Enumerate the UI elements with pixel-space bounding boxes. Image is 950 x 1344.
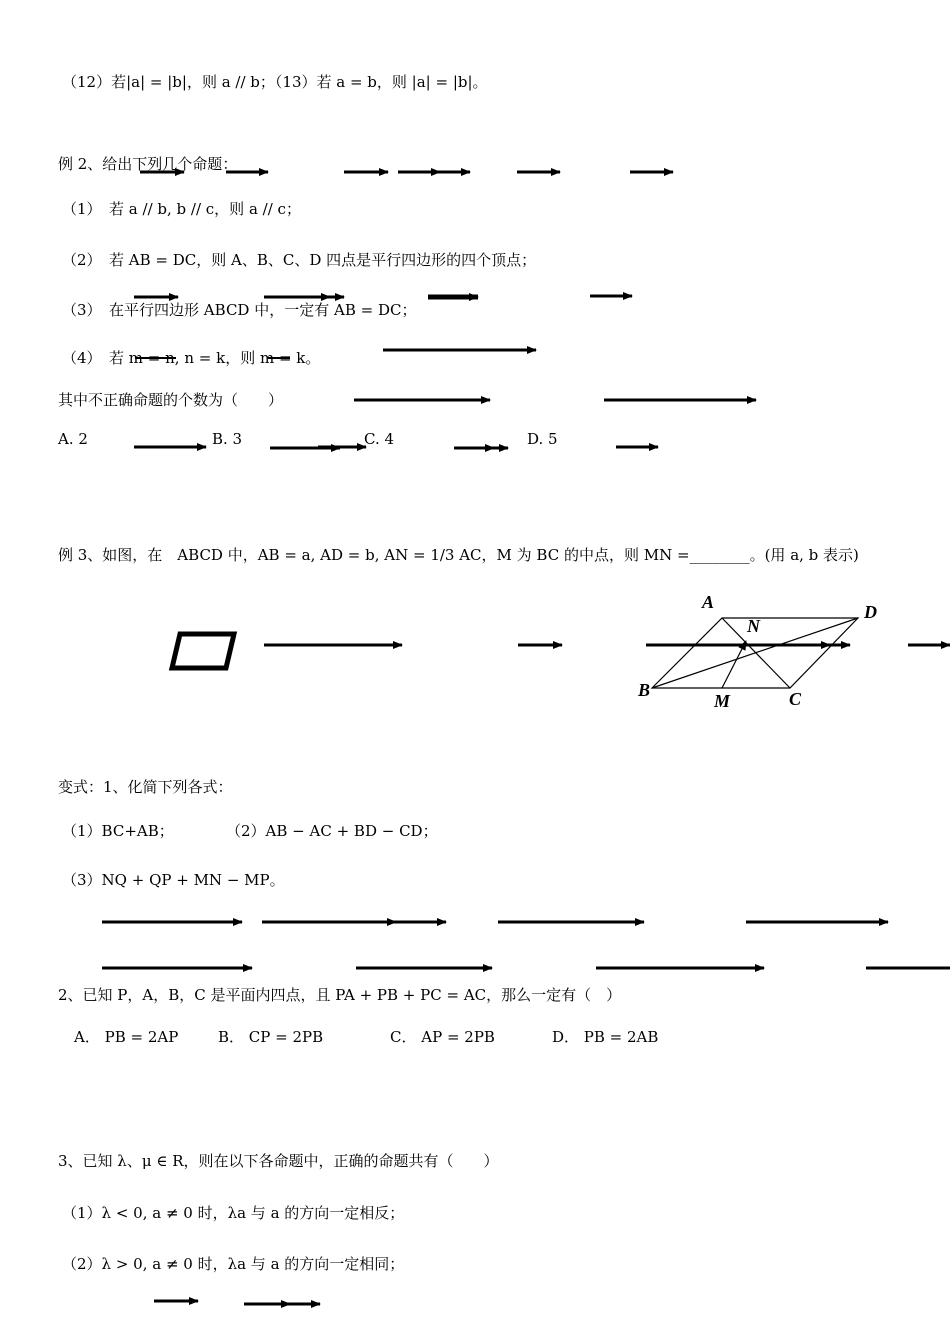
variant-item-3-text: （3）NQ + QP + MN − MP。 (62, 871, 285, 889)
label-d: D (864, 602, 877, 622)
example-2-item-1-text: （1） 若 a // b, b // c，则 a // c； (62, 200, 301, 218)
figure-label-b (638, 681, 650, 699)
question-3-item-2-text: （2）λ > 0, a ≠ 0 时，λa 与 a 的方向一定相同； (62, 1255, 405, 1273)
option-a-text: A. 2 (58, 430, 88, 448)
question-3-text: 3、已知 λ、μ ∈ R，则在以下各命题中，正确的命题共有（ ） (58, 1152, 499, 1170)
question-3-item-1-text: （1）λ < 0, a ≠ 0 时，λa 与 a 的方向一定相反； (62, 1204, 405, 1222)
example-2-heading-text: 例 2、给出下列几个命题： (58, 155, 238, 173)
option-d-text: D. 5 (527, 430, 558, 448)
example-2-item-2-text: （2） 若 AB = DC，则 A、B、C、D 四点是平行四边形的四个顶点； (62, 251, 537, 269)
figure-label-c (789, 690, 801, 708)
variant-item-2-text: （2）AB − AC + BD − CD； (226, 822, 438, 840)
example-2-item-3-text: （3） 在平行四边形 ABCD 中，一定有 AB = DC； (62, 301, 417, 319)
stray-arrows (102, 172, 950, 1304)
example-2-question-text: 其中不正确命题的个数为（ ） (58, 391, 284, 409)
question-2-text: 2、已知 P，A，B，C 是平面内四点，且 PA + PB + PC = AC，那么一定有（ ） (58, 986, 622, 1004)
line-12-13-text: （12）若|a| = |b|，则 a // b；（13）若 a = b，则 |a| = |b|。 (62, 73, 488, 91)
figure-label-n (747, 617, 760, 635)
q2-option-b-text: B． CP = 2PB (218, 1028, 324, 1046)
example-2-item-4-text: （4） 若 m = n, n = k，则 m = k。 (62, 349, 321, 367)
q2-option-d-text: D． PB = 2AB (552, 1028, 659, 1046)
example-3-text: 例 3、如图，在 ABCD 中，AB = a, AD = b, AN = 1/3 AC，M 为 BC 的中点，则 MN =________。(用 a, b 表示) (58, 546, 859, 564)
option-c-text: C. 4 (364, 430, 395, 448)
segment-mn (722, 641, 746, 688)
label-c: C (789, 689, 802, 709)
parallelogram-symbol-icon (172, 634, 234, 668)
variant-item-1-text: （1）BC+AB； (62, 822, 174, 840)
q2-option-c-text: C． AP = 2PB (390, 1028, 495, 1046)
label-a: A (702, 592, 715, 612)
label-n: N (747, 616, 760, 636)
q2-option-a-text: A． PB = 2AP (74, 1028, 179, 1046)
label-b: B (638, 680, 651, 700)
label-m: M (714, 691, 731, 711)
option-b-text: B. 3 (212, 430, 243, 448)
figure-label-d (864, 603, 877, 621)
variant-heading-text: 变式：1、化简下列各式： (58, 778, 233, 796)
figure-label-m (714, 692, 730, 710)
figure-label-a (702, 593, 714, 611)
